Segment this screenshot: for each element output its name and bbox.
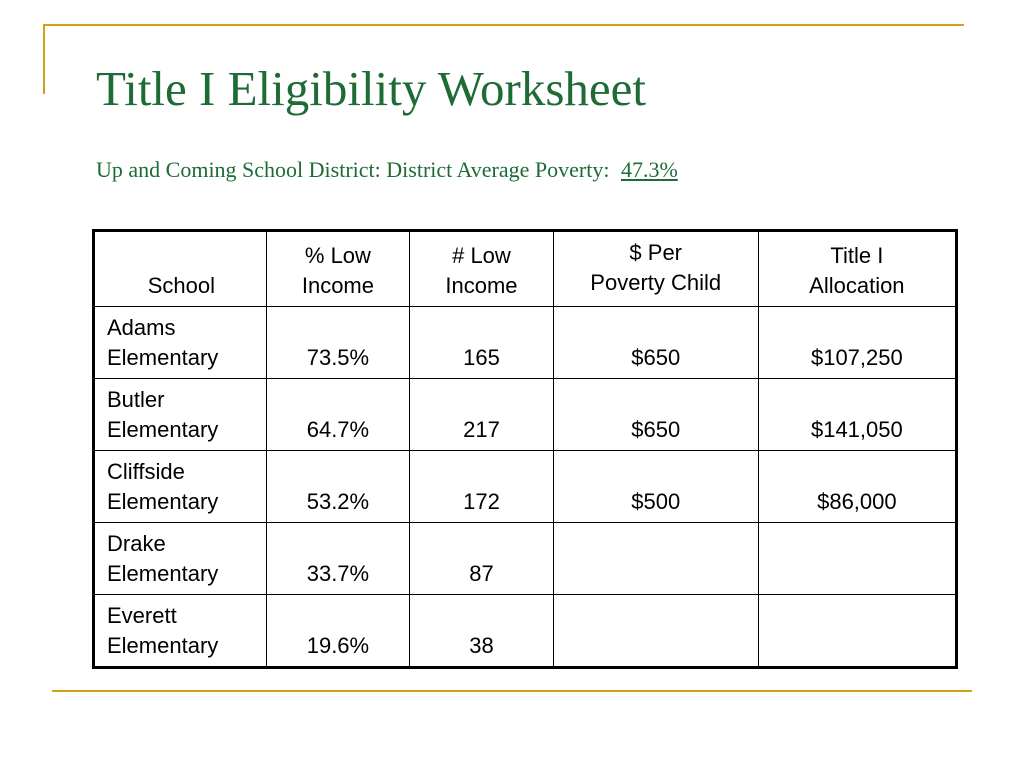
per-poverty-child: $650: [553, 307, 758, 379]
district-average-poverty: 47.3%: [620, 157, 678, 182]
frame-left-rule: [43, 24, 45, 94]
school-name: Adams Elementary: [94, 307, 267, 379]
frame-bottom-rule: [52, 690, 972, 692]
header-per-poverty-child: $ Per Poverty Child: [553, 231, 758, 307]
header-pct-low-income: % Low Income: [266, 231, 410, 307]
title-i-allocation: $107,250: [758, 307, 956, 379]
pct-low-income: 19.6%: [266, 595, 410, 668]
per-poverty-child: $650: [553, 379, 758, 451]
title-i-allocation: [758, 523, 956, 595]
pct-low-income: 53.2%: [266, 451, 410, 523]
header-row: [94, 231, 957, 307]
school-name: Butler Elementary: [94, 379, 267, 451]
per-poverty-child: $500: [553, 451, 758, 523]
school-name: Everett Elementary: [94, 595, 267, 668]
title-i-allocation: [758, 595, 956, 668]
title-i-allocation: $141,050: [758, 379, 956, 451]
subtitle-text: Up and Coming School District: District Average Poverty:: [96, 157, 610, 182]
pct-low-income: 33.7%: [266, 523, 410, 595]
slide-title: Title I Eligibility Worksheet: [96, 61, 647, 116]
table-row: [94, 307, 957, 379]
table-row: [94, 451, 957, 523]
num-low-income: 217: [410, 379, 554, 451]
header-title-i-allocation: Title I Allocation: [758, 231, 956, 307]
num-low-income: 38: [410, 595, 554, 668]
pct-low-income: 73.5%: [266, 307, 410, 379]
num-low-income: 87: [410, 523, 554, 595]
title-i-allocation: $86,000: [758, 451, 956, 523]
school-name: Cliffside Elementary: [94, 451, 267, 523]
per-poverty-child: [553, 595, 758, 668]
table-row: [94, 595, 957, 668]
num-low-income: 172: [410, 451, 554, 523]
table-row: [94, 523, 957, 595]
pct-low-income: 64.7%: [266, 379, 410, 451]
school-name: Drake Elementary: [94, 523, 267, 595]
table-row: [94, 379, 957, 451]
per-poverty-child: [553, 523, 758, 595]
eligibility-table: [92, 229, 958, 669]
slide-subtitle: [96, 157, 678, 183]
header-school: School: [94, 231, 267, 307]
frame-top-rule: [43, 24, 964, 26]
num-low-income: 165: [410, 307, 554, 379]
header-num-low-income: # Low Income: [410, 231, 554, 307]
